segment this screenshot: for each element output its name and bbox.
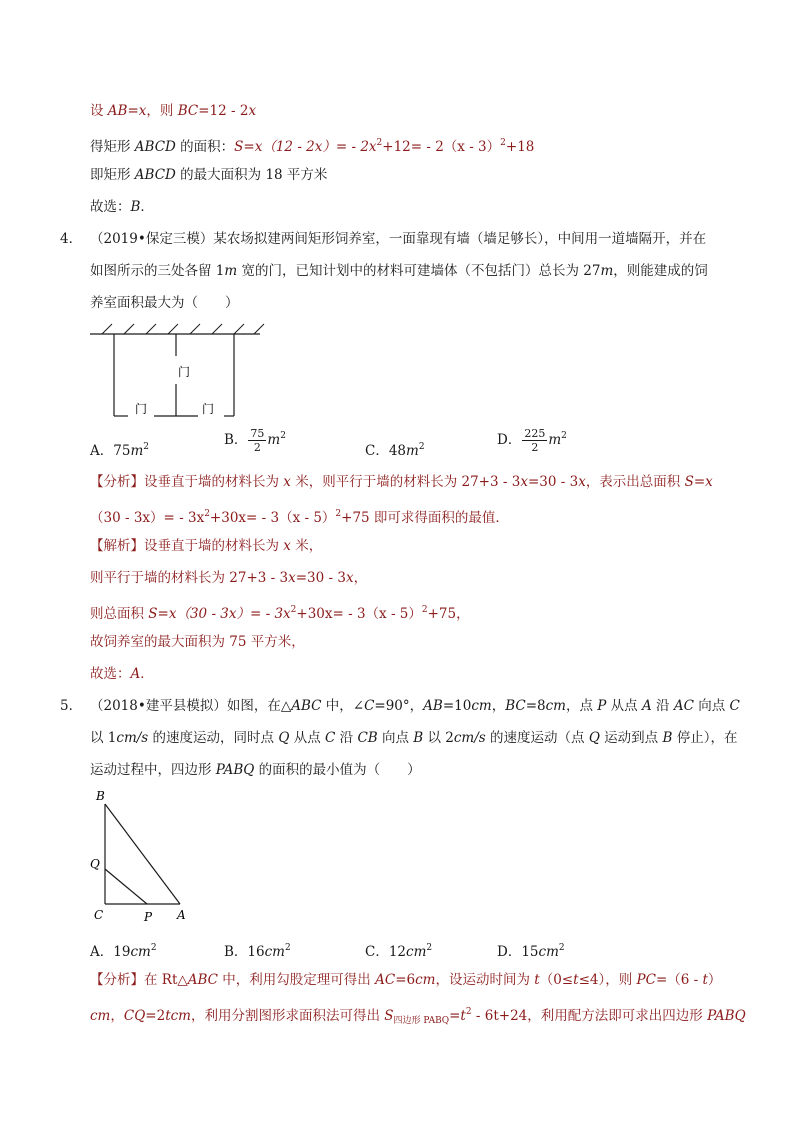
q4-number: 4． <box>60 231 83 247</box>
fraction: $\frac{75}{2}$ <box>250 427 265 454</box>
q4-solution-line3: 则总面积 $S=x(30 - 3x)= - 3x^2+30x= - 3(x - 5)^2+75$， <box>90 605 470 622</box>
label-p: P <box>144 910 153 924</box>
q4-figure <box>88 318 268 422</box>
label-b: B <box>96 789 105 803</box>
q4-option-c[interactable]: C．$48m^2$ <box>365 442 425 459</box>
q4-stem-line1: （2019•保定三模）某农场拟建两间矩形饲养室，一面靠现有墙（墙足够长），中间用一道墙隔开，并在 <box>90 231 707 247</box>
sol3-line1: 设 AB=x，则 BC=12 - 2x <box>90 103 257 119</box>
sol3-line3: 即矩形 ABCD 的最大面积为 18 平方米 <box>90 167 328 183</box>
label-q: Q <box>90 857 100 871</box>
q4-analysis-line2: $(30 - 3x)= - 3x^2+30x= - 3(x - 5)^2+75$ 即可求得面积的最值． <box>90 509 509 526</box>
label-a: A <box>177 908 186 922</box>
segment-ab <box>105 804 180 904</box>
label-c: C <box>94 908 104 922</box>
q5-analysis-line2: cm，CQ=2tcm，利用分割图形求面积法可得出 $S_{四边形 PABQ}=t^2 - 6t+24$，利用配方法即可求出四边形 PABQ <box>90 1007 746 1026</box>
q4-analysis-line1: 【分析】设垂直于墙的材料长为 x 米，则平行于墙的材料长为 27+3 - 3x=30 - 3x，表示出总面积 S=x <box>90 474 713 490</box>
q5-triangle-figure <box>86 786 196 926</box>
fraction: $\frac{225}{2}$ <box>524 427 546 454</box>
q4-option-a[interactable]: A．$75m^2$ <box>90 442 149 459</box>
q5-stem-line2: 以 1cm/s 的速度运动，同时点 Q 从点 C 沿 CB 向点 B 以 2cm/s 的速度运动（点 Q 运动到点 B 停止），在 <box>90 730 738 746</box>
q4-solution-line1: 【解析】设垂直于墙的材料长为 x 米， <box>90 538 323 554</box>
q4-option-d[interactable]: D． $\frac{225}{2}$ $m^2$ <box>497 427 567 454</box>
wall-hatching <box>102 324 264 334</box>
q5-option-d[interactable]: D．$15cm^2$ <box>497 943 565 960</box>
door-label-middle: 门 <box>178 365 191 379</box>
q4-solution-line5: 故选：A． <box>90 666 154 682</box>
q4-solution-line2: 则平行于墙的材料长为 27+3 - 3x=30 - 3x， <box>90 570 368 586</box>
q4-option-b[interactable]: B． $\frac{75}{2}$ $m^2$ <box>224 427 286 454</box>
sol3-line2: 得矩形 ABCD 的面积：$S=x(12 - 2x)= - 2x^2+12= - 2(x - 3)^2+18$ <box>90 138 535 155</box>
q4-stem-line2: 如图所示的三处各留 1m 宽的门，已知计划中的材料可建墙体（不包括门）总长为 27m，则能建成的饲 <box>90 263 708 279</box>
q5-option-c[interactable]: C．$12cm^2$ <box>365 943 433 960</box>
sol3-line4: 故选：B． <box>90 199 154 215</box>
door-label-left: 门 <box>135 402 148 416</box>
q5-stem-line3: 运动过程中，四边形 PABQ 的面积的最小值为（ ） <box>90 762 421 778</box>
q5-stem-line1: （2018•建平县模拟）如图，在△ABC 中，∠C=90°，AB=10cm，BC=8cm，点 P 从点 A 沿 AC 向点 C <box>90 698 740 714</box>
q4-solution-line4: 故饲养室的最大面积为 75 平方米， <box>90 634 305 650</box>
q5-number: 5． <box>60 698 83 714</box>
q5-option-a[interactable]: A．$19cm^2$ <box>90 943 157 960</box>
q5-option-b[interactable]: B．$16cm^2$ <box>224 943 291 960</box>
door-label-right: 门 <box>202 402 215 416</box>
q5-analysis-line1: 【分析】在 Rt△ABC 中，利用勾股定理可得出 AC=6cm，设运动时间为 t（0≤t≤4），则 PC=（6 - t） <box>90 972 722 988</box>
segment-pq <box>105 869 147 904</box>
q4-stem-line3: 养室面积最大为（ ） <box>90 295 239 311</box>
